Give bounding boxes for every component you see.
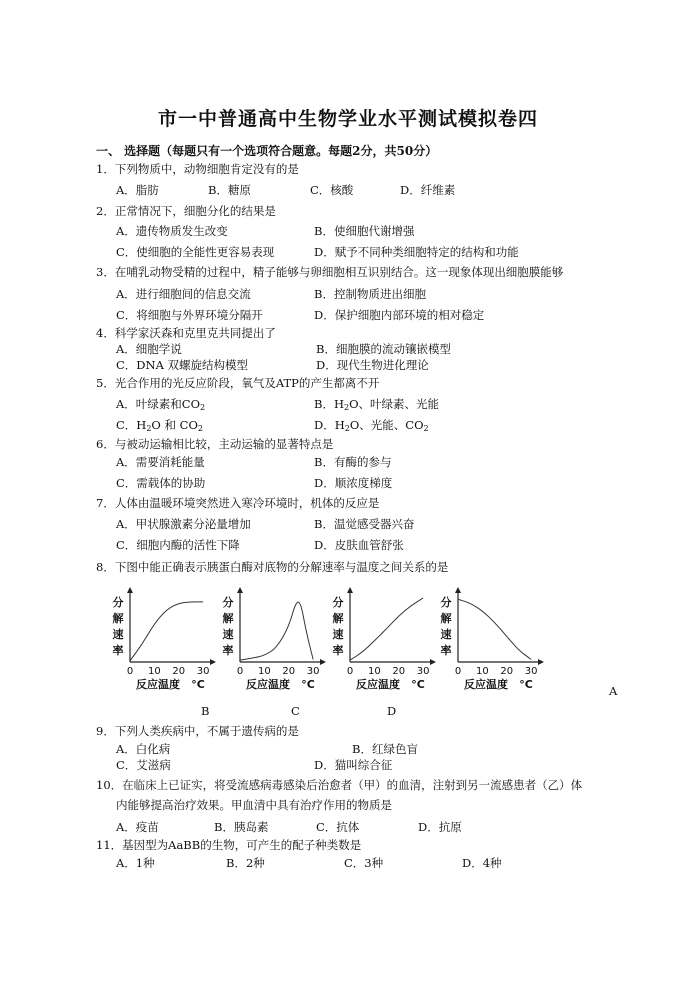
chart-2-tick-label: 0 xyxy=(236,666,244,677)
q2-option-b: B．使细胞代谢增强 xyxy=(314,224,415,238)
q3-option-c: C．将细胞与外界环境分隔开 xyxy=(116,308,263,322)
chart-4-curve xyxy=(458,599,531,659)
q3-option-a: A．进行细胞间的信息交流 xyxy=(116,287,251,301)
chart-2-xlabel: 反应温度 xyxy=(246,678,290,691)
q7-stem: 7．人体由温暖环境突然进入寒冷环境时，机体的反应是 xyxy=(96,496,380,510)
chart-3-ylabel-char: 分 xyxy=(332,596,344,609)
q9-option-a: A．白化病 xyxy=(116,742,171,756)
q8-label-d: D xyxy=(387,704,397,718)
q6-option-b: B．有酶的参与 xyxy=(314,455,392,469)
chart-3-tick-label: 30 xyxy=(416,666,430,677)
q1-option-c: C．核酸 xyxy=(310,183,354,197)
q8-label-c: C xyxy=(291,704,300,718)
q7-option-b: B．温觉感受器兴奋 xyxy=(314,517,415,531)
chart-4-unit: °C xyxy=(519,678,533,691)
chart-3-tick-label: 20 xyxy=(392,666,406,677)
chart-4-x-arrow xyxy=(538,659,544,665)
chart-4-ylabel-char: 率 xyxy=(440,644,452,657)
chart-2-unit: °C xyxy=(301,678,315,691)
q6-stem: 6．与被动运输相比较，主动运输的显著特点是 xyxy=(96,437,334,451)
q2-option-c: C．使细胞的全能性更容易表现 xyxy=(116,245,275,259)
chart-1-tick-label: 30 xyxy=(196,666,210,677)
q3-option-d: D．保护细胞内部环境的相对稳定 xyxy=(314,308,485,322)
q10-stem-line2: 内能够提高治疗效果。甲血清中具有治疗作用的物质是 xyxy=(116,798,392,812)
chart-1-tick-label: 0 xyxy=(126,666,134,677)
chart-4-ylabel-char: 分 xyxy=(440,596,452,609)
q11-option-c: C．3种 xyxy=(344,856,384,870)
q11-option-b: B．2种 xyxy=(226,856,265,870)
q8-charts xyxy=(0,584,696,724)
q9-option-d: D．猫叫综合征 xyxy=(314,758,393,772)
chart-1-x-arrow xyxy=(210,659,216,665)
chart-1-ylabel-char: 分 xyxy=(112,596,124,609)
chart-1-ylabel-char: 速 xyxy=(112,628,124,641)
q6-option-c: C．需载体的协助 xyxy=(116,476,206,490)
chart-3-y-arrow xyxy=(347,587,353,593)
q8-label-b: B xyxy=(201,704,210,718)
q1-stem: 1．下列物质中，动物细胞肯定没有的是 xyxy=(96,162,299,176)
q4-stem: 4．科学家沃森和克里克共同提出了 xyxy=(96,326,276,340)
chart-2-ylabel-char: 解 xyxy=(222,612,234,625)
q2-stem: 2．正常情况下，细胞分化的结果是 xyxy=(96,204,276,218)
chart-1-unit: °C xyxy=(191,678,205,691)
chart-3-tick-label: 0 xyxy=(346,666,354,677)
chart-4-tick-label: 0 xyxy=(454,666,462,677)
q5-option-c: C．$H_2O$ 和 $CO_2$ xyxy=(116,418,203,433)
q8-label-a: A xyxy=(609,684,618,698)
q2-option-a: A．遗传物质发生改变 xyxy=(116,224,228,238)
chart-3-x-arrow xyxy=(430,659,436,665)
chart-2-x-arrow xyxy=(320,659,326,665)
q10-option-a: A．疫苗 xyxy=(116,820,159,834)
q6-option-d: D．顺浓度梯度 xyxy=(314,476,393,490)
q9-option-c: C．艾滋病 xyxy=(116,758,171,772)
chart-3-unit: °C xyxy=(411,678,425,691)
q4-option-a: A．细胞学说 xyxy=(116,342,182,356)
chart-2-ylabel-char: 速 xyxy=(222,628,234,641)
chart-4-tick-label: 20 xyxy=(500,666,514,677)
chart-2-ylabel-char: 分 xyxy=(222,596,234,609)
chart-4-y-arrow xyxy=(455,587,461,593)
chart-1-y-arrow xyxy=(127,587,133,593)
chart-2-curve xyxy=(240,602,313,660)
page-title: 市一中普通高中生物学业水平测试模拟卷四 xyxy=(157,108,538,130)
chart-4-xlabel: 反应温度 xyxy=(464,678,508,691)
chart-3-tick-label: 10 xyxy=(368,666,381,677)
chart-4-tick-label: 30 xyxy=(524,666,538,677)
chart-2-ylabel-char: 率 xyxy=(222,644,234,657)
chart-4-ylabel-char: 速 xyxy=(440,628,452,641)
q10-option-c: C．抗体 xyxy=(316,820,360,834)
q7-option-c: C．细胞内酶的活性下降 xyxy=(116,538,240,552)
q3-option-b: B．控制物质进出细胞 xyxy=(314,287,426,301)
chart-3-curve xyxy=(350,598,423,660)
chart-3-ylabel-char: 解 xyxy=(332,612,344,625)
q1-option-d: D．纤维素 xyxy=(400,183,456,197)
q4-option-b: B．细胞膜的流动镶嵌模型 xyxy=(316,342,451,356)
q5-option-a: A．叶绿素和$CO_2$ xyxy=(116,397,206,412)
q5-option-b: B．$H_2O$、叶绿素、光能 xyxy=(314,397,440,412)
q2-option-d: D．赋予不同种类细胞特定的结构和功能 xyxy=(314,245,519,259)
chart-1-tick-label: 20 xyxy=(172,666,186,677)
chart-1-xlabel: 反应温度 xyxy=(136,678,180,691)
q11-stem: 11．基因型为AaBB的生物，可产生的配子种类数是 xyxy=(96,838,362,852)
chart-1-curve xyxy=(130,602,203,661)
q3-stem: 3．在哺乳动物受精的过程中，精子能够与卵细胞相互识别结合。这一现象体现出细胞膜能够 xyxy=(96,265,564,279)
chart-3-ylabel-char: 速 xyxy=(332,628,344,641)
chart-3-ylabel-char: 率 xyxy=(332,644,344,657)
q5-option-d: D．$H_2O$、光能、$CO_2$ xyxy=(314,418,429,433)
chart-1-tick-label: 10 xyxy=(148,666,161,677)
q10-option-d: D．抗原 xyxy=(418,820,462,834)
q1-option-b: B．糖原 xyxy=(208,183,251,197)
q4-option-d: D．现代生物进化理论 xyxy=(316,358,429,372)
q1-option-a: A．脂肪 xyxy=(116,183,159,197)
section-heading: 一、 选择题（每题只有一个选项符合题意。每题2分，共50分） xyxy=(96,144,438,158)
q5-stem: 5．光合作用的光反应阶段，氧气及ATP的产生都离不开 xyxy=(96,376,380,390)
chart-1-ylabel-char: 解 xyxy=(112,612,124,625)
chart-4-ylabel-char: 解 xyxy=(440,612,452,625)
q4-option-c: C．DNA 双螺旋结构模型 xyxy=(116,358,249,372)
q10-option-b: B．胰岛素 xyxy=(214,820,269,834)
q9-stem: 9．下列人类疾病中，不属于遗传病的是 xyxy=(96,724,299,738)
chart-3-xlabel: 反应温度 xyxy=(356,678,400,691)
q8-stem: 8．下图中能正确表示胰蛋白酶对底物的分解速率与温度之间关系的是 xyxy=(96,560,449,574)
chart-2-tick-label: 10 xyxy=(258,666,271,677)
chart-2-tick-label: 30 xyxy=(306,666,320,677)
chart-2-y-arrow xyxy=(237,587,243,593)
q7-option-d: D．皮肤血管舒张 xyxy=(314,538,404,552)
q6-option-a: A．需要消耗能量 xyxy=(116,455,205,469)
q10-stem: 10．在临床上已证实，将受流感病毒感染后治愈者（甲）的血清，注射到另一流感患者（乙）体 xyxy=(96,778,583,792)
chart-1-ylabel-char: 率 xyxy=(112,644,124,657)
q7-option-a: A．甲状腺激素分泌量增加 xyxy=(116,517,251,531)
chart-4-tick-label: 10 xyxy=(476,666,489,677)
q9-option-b: B．红绿色盲 xyxy=(352,742,418,756)
chart-2-tick-label: 20 xyxy=(282,666,296,677)
q11-option-a: A．1种 xyxy=(116,856,155,870)
q11-option-d: D．4种 xyxy=(462,856,502,870)
